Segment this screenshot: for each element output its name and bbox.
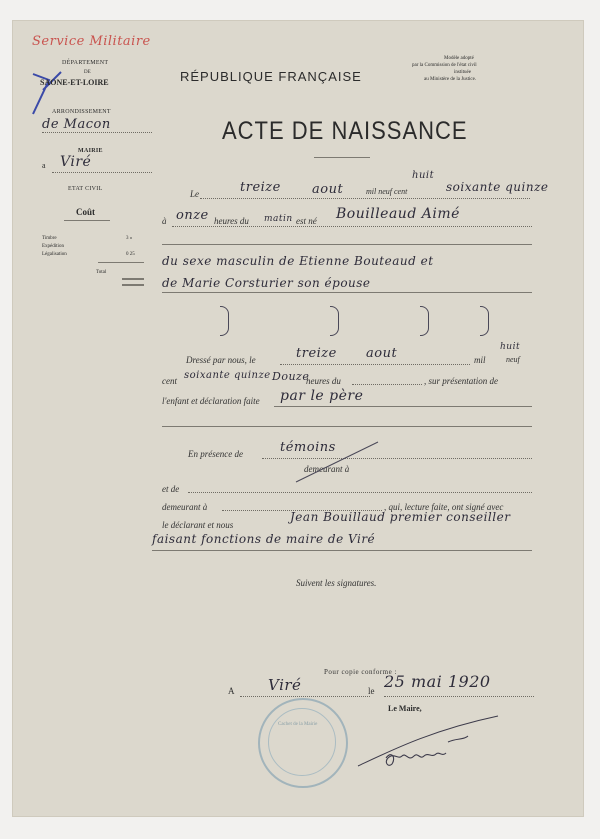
brace-mark [220,306,229,336]
dresse-year-addition: huit [500,342,521,352]
footer-a-text: A [228,686,235,696]
dresse-text: Dressé par nous, le [186,355,256,365]
le-text: Le [190,189,199,199]
est-ne-text: est né [296,216,317,226]
mil-text: mil [474,355,486,365]
legalisation-value: 0 25 [126,252,135,257]
departement-label: DÉPARTEMENT [62,60,109,66]
document-page: Service Militaire DÉPARTEMENT DE SAONE-ET-LOIRE ARRONDISSEMENT de Macon MAIRIE a Viré ETAT CIVIL Coût Timbre 3 » Expédition Légalisation 0 25 Total RÉPUBLIQUE FRANÇAISE Modèle adopté par la Commission de l'état civil instituée au Ministère de la Justice. ACTE DE NAISSANCE Le treize aout mil neuf cent huit soixante quinze à onze heures du matin est né Bouilleaud Aimé du sexe masculin de Etienne Bouteaud et de Marie Corsturier son épouse Dressé par nous, le treize aout mil huit neuf cent soixante quinze Douze heures du , sur présentation de l'enfant et déclaration faite par le père En présence de témoins demeurant à et de demeurant à , qui, lecture faite, ont signé avec le déclarant et nous Jean Bouillaud premier conseiller faisant fonctions de maire de Viré Suivent les signatures. Pour copie conforme : A Viré le 25 mai 1920 Le Maire, Cachet de la Mairie [12,20,584,817]
service-militaire-stamp: Service Militaire [32,34,151,49]
mayor-signature [352,710,502,780]
mother-line: de Marie Corsturier son épouse [162,276,371,290]
legalisation-label: Légalisation [42,252,67,257]
departement-value: SAONE-ET-LOIRE [40,78,109,87]
birth-hour: onze [176,208,209,223]
republic-heading: RÉPUBLIQUE FRANÇAISE [180,69,362,84]
blank-strike-line [292,438,382,486]
pour-copie-text: Pour copie conforme : [324,668,397,676]
officer-line-2: faisant fonctions de maire de Viré [152,532,376,546]
matin-text: matin [264,214,293,224]
demeurant-1-text: demeurant à [304,464,350,474]
year-addition: huit [412,170,435,181]
document-title: ACTE DE NAISSANCE [222,116,468,145]
demeurant-2-text: demeurant à [162,502,208,512]
dresse-hour: Douze [272,370,310,383]
arrondissement-value: de Macon [42,117,111,132]
cent-text: cent [162,376,177,386]
birth-year: soixante quinze [446,180,549,194]
model-note-2: par la Commission de l'état civil [412,63,477,68]
suivent-text: Suivent les signatures. [296,578,377,588]
heures-du-2-text: heures du [306,376,341,386]
mil-neuf-cent-text: mil neuf cent [366,187,408,196]
temoins-text: témoins [280,440,336,455]
birth-month: aout [312,182,344,197]
dresse-day: treize [296,346,337,361]
le-maire-text: Le Maire, [388,704,422,713]
de-label: DE [84,70,91,75]
sur-presentation-text: , sur présentation de [424,376,498,386]
sexe-parent-line: du sexe masculin de Etienne Bouteaud et [162,254,434,268]
le-declarant-text: le déclarant et nous [162,520,234,530]
model-note-1: Modèle adopté [444,56,474,61]
qui-lecture-text: , qui, lecture faite, ont signé avec [384,502,504,512]
cout-label: Coût [76,207,96,217]
timbre-value: 3 » [126,236,133,241]
mairie-label: MAIRIE [78,148,103,154]
et-de-text: et de [162,484,180,494]
footer-le-text: le [368,686,375,696]
mairie-value: Viré [60,154,92,170]
brace-mark [480,306,489,336]
footer-date: 25 mai 1920 [384,672,491,691]
timbre-label: Timbre [42,236,57,241]
child-name: Bouilleaud Aimé [336,206,460,222]
expedition-label: Expédition [42,244,64,249]
declarant: par le père [280,388,364,404]
arrondissement-label: ARRONDISSEMENT [52,109,111,115]
etat-civil-label: ETAT CIVIL [68,186,103,192]
brace-mark [330,306,339,336]
dresse-month: aout [366,346,398,361]
seal-text: Cachet de la Mairie [278,722,318,727]
total-label: Total [96,270,107,275]
model-note-3: instituée [454,70,471,75]
dresse-year: soixante quinze [184,370,271,381]
a-text: à [162,216,167,226]
heures-du-text: heures du [214,216,249,226]
mairie-seal [258,698,348,788]
officer-line-1: Jean Bouillaud premier conseiller [290,510,511,524]
footer-place: Viré [268,676,302,694]
model-note-4: au Ministère de la Justice. [424,77,477,82]
enfant-declaration-text: l'enfant et déclaration faite [162,396,260,406]
birth-day: treize [240,180,281,195]
en-presence-text: En présence de [188,449,243,459]
brace-mark [420,306,429,336]
neuf-text: neuf [506,355,520,364]
